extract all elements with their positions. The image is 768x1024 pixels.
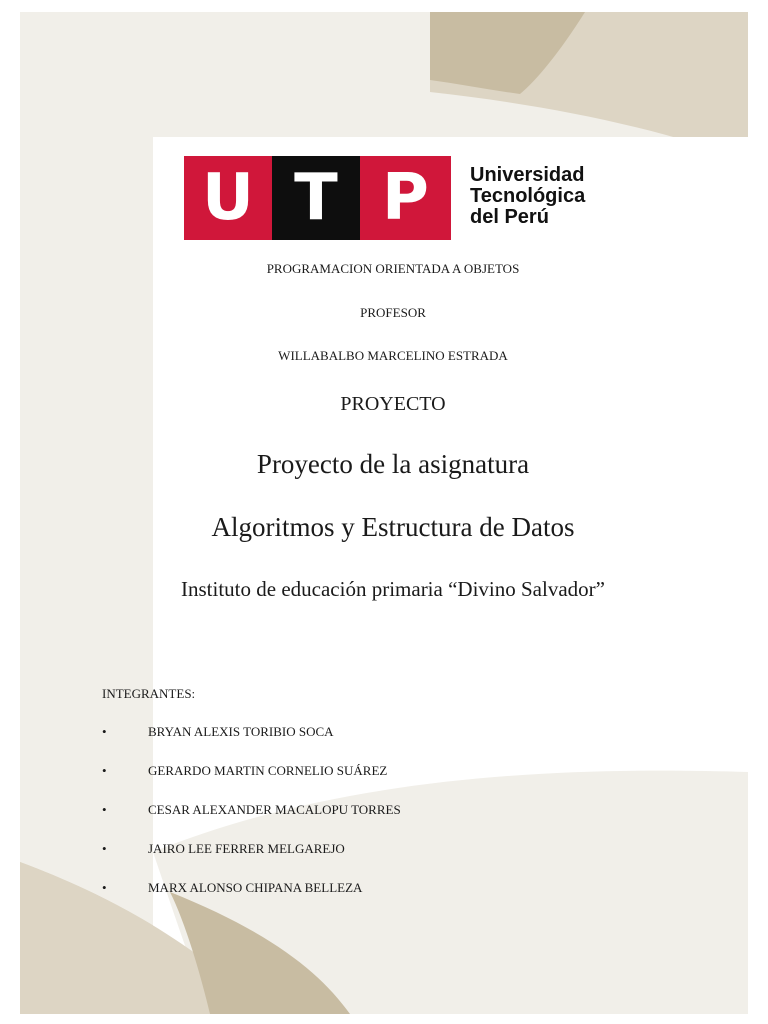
section-heading: PROYECTO — [340, 393, 446, 415]
course-name: PROGRAMACION ORIENTADA A OBJETOS — [266, 261, 520, 276]
logo-letter-u: U — [184, 156, 272, 240]
utp-logo — [184, 156, 451, 240]
university-line-3: del Perú — [470, 206, 549, 228]
professor-name: WILLABALBO MARCELINO ESTRADA — [278, 348, 508, 363]
bullet: • — [102, 802, 107, 817]
member-name: CESAR ALEXANDER MACALOPU TORRES — [148, 802, 401, 817]
university-line-1: Universidad — [470, 164, 585, 186]
member-name: GERARDO MARTIN CORNELIO SUÁREZ — [148, 763, 388, 778]
university-name — [470, 165, 585, 228]
title-line-1: Proyecto de la asignatura — [256, 449, 530, 479]
member-name: BRYAN ALEXIS TORIBIO SOCA — [148, 724, 334, 739]
member-name: MARX ALONSO CHIPANA BELLEZA — [148, 880, 363, 895]
bullet: • — [102, 763, 107, 778]
bullet: • — [102, 841, 107, 856]
bullet: • — [102, 880, 107, 895]
bullet: • — [102, 724, 107, 739]
logo-letter-t: T — [272, 156, 360, 240]
members-label: INTEGRANTES: — [102, 686, 196, 701]
university-line-2: Tecnológica — [470, 185, 586, 207]
professor-label: PROFESOR — [360, 305, 426, 320]
member-name: JAIRO LEE FERRER MELGAREJO — [148, 841, 345, 856]
institute-name: Instituto de educación primaria “Divino Salvador” — [181, 577, 605, 601]
title-line-2: Algoritmos y Estructura de Datos — [211, 512, 575, 542]
logo-letter-p: P — [360, 156, 451, 240]
